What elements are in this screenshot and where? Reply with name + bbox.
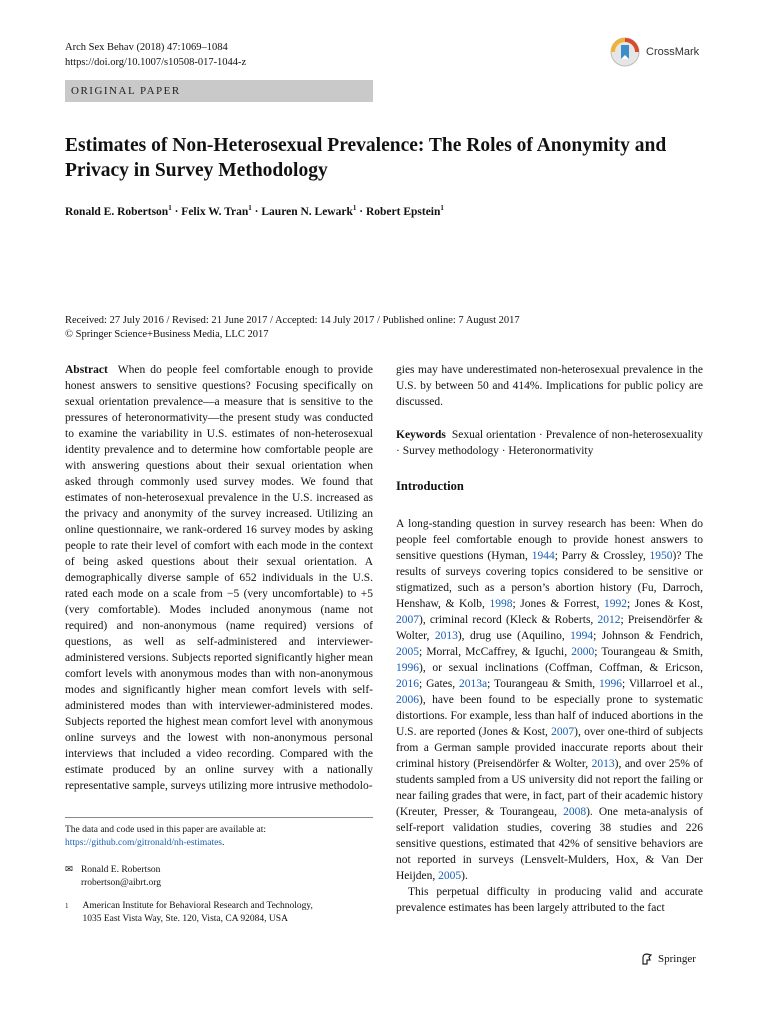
- intro-text-segment: ).: [461, 870, 468, 882]
- crossmark-icon: [610, 36, 640, 68]
- intro-text-segment: ; Tourangeau & Smith,: [594, 646, 704, 658]
- citation-year-link[interactable]: 2006: [396, 694, 419, 706]
- article-type-badge: ORIGINAL PAPER: [65, 80, 373, 102]
- citation-year-link[interactable]: 2013: [591, 758, 615, 770]
- citation-year-link[interactable]: 1992: [603, 598, 627, 610]
- author-separator: ·: [356, 205, 366, 218]
- corresponding-author: Ronald E. Robertson: [80, 865, 161, 875]
- intro-text-segment: ; Jones & Kost,: [626, 598, 703, 610]
- intro-text-segment: ; Gates,: [419, 678, 460, 690]
- footnote-text: The data and code used in this paper are available at:: [65, 825, 266, 835]
- affiliation-number: 1: [65, 902, 69, 910]
- data-availability-note: [65, 824, 373, 850]
- abstract-paragraph: [65, 362, 373, 794]
- author-name[interactable]: Lauren N. Lewark: [261, 205, 353, 218]
- intro-text-segment: ). One meta-analysis of self-report validation studies, covering 38 studies and 226 sensitive questions, estimated that 42% of sensitive behaviors are not reported in surveys (Lensvelt-Mulders, Hox, & Van Der Heijden,: [396, 806, 704, 882]
- citation-year-link[interactable]: 1996: [396, 662, 419, 674]
- citation-year-link[interactable]: 2007: [396, 614, 419, 626]
- citation-year-link[interactable]: 2008: [563, 806, 587, 818]
- intro-text-segment: ; Tourangeau & Smith,: [487, 678, 600, 690]
- springer-horse-icon: [640, 952, 654, 966]
- keywords-label: Keywords: [396, 429, 446, 441]
- intro-text-segment: ), have been found to be especially prone to systematic distortions. For example, less than half of induced abortions in the U.S. are reported (Jones & Kost,: [396, 694, 703, 738]
- footnote-divider: [65, 817, 373, 818]
- github-link[interactable]: https://github.com/gitronald/nh-estimates: [65, 838, 222, 848]
- keywords-text: Sexual orientation · Prevalence of non-heterosexuality · Survey methodology · Heteronormativity: [396, 429, 704, 457]
- abstract-text: When do people feel comfortable enough to provide honest answers to sensitive questions? Focusing specifically on sexual orientation prevalence—a measure that is sensitive to the pressures of heteronormativity—the present study was conducted to examine the variability in U.S. estimates of non-heterosexual identity prevalence and to determine how comfortable people are with answering questions about their sexual orientation when asked through commonly used survey modes. We found that estimates of non-heterosexual prevalence in the U.S. increased as the privacy and anonymity of the survey increased. Utilizing an online questionnaire, we rank-ordered 16 survey modes by asking people to rate their level of comfort with each mode in the context of being asked questions about their sexual orientation. A demographically diverse sample of 652 individuals in the U.S. rated each mode on a scale from −5 (very uncomfortable) to +5 (very comfortable). Modes included anonymous (name not required) and non-anonymous (name required) versions of questions, as well as self-administered and interviewer-administered versions. Subjects reported significantly higher mean comfort levels with anonymous modes than with non-anonymous modes and significantly higher mean comfort levels with self-administered modes than with interviewer-administered modes. Subjects reported the highest mean comfort level with anonymous online surveys and the lowest with non-anonymous personal interviews that included a video recording. Compared with the estimate produced by an online survey with a nationally representative sample, surveys utilizing more intrusive methodolo-: [65, 364, 373, 792]
- abstract-label: Abstract: [65, 364, 108, 376]
- abstract-continuation: gies may have underestimated non-heterosexual prevalence in the U.S. by between 50 and 414%. Implications for public policy are discussed.: [396, 364, 703, 408]
- envelope-icon: ✉: [65, 865, 73, 875]
- citation-year-link[interactable]: 1994: [570, 630, 594, 642]
- intro-text-segment: A long-standing question in survey research has been: When do people feel comfortable enough to provide honest answers to sensitive questions (Hyman,: [396, 518, 703, 562]
- citation-year-link[interactable]: 1944: [531, 550, 555, 562]
- intro-text-segment: ), over one-third of subjects from a German sample provided inaccurate reports about their criminal history (Preisendörfer & Wolter,: [396, 726, 703, 770]
- introduction-paragraph-2: This perpetual difficulty in producing valid and accurate prevalence estimates has been largely attributed to the fact: [396, 886, 703, 914]
- citation-year-link[interactable]: 2013a: [459, 678, 488, 690]
- date-history: Received: 27 July 2016 / Revised: 21 June 2017 / Accepted: 14 July 2017 / Published online: 7 August 2017: [65, 315, 520, 326]
- citation-year-link[interactable]: 2013: [434, 630, 458, 642]
- citation-year-link[interactable]: 2005: [438, 870, 462, 882]
- intro-text-segment: ; Parry & Crossley,: [554, 550, 650, 562]
- publisher-name: Springer: [658, 953, 696, 965]
- author-name[interactable]: Felix W. Tran: [181, 205, 249, 218]
- article-history: [65, 314, 520, 342]
- copyright-line: © Springer Science+Business Media, LLC 2017: [65, 329, 269, 340]
- citation-year-link[interactable]: 2005: [396, 646, 419, 658]
- affiliation-line-2: 1035 East Vista Way, Ste. 120, Vista, CA 92084, USA: [82, 914, 288, 924]
- introduction-heading: Introduction: [396, 479, 464, 493]
- intro-text-segment: )? The results of surveys covering topics considered to be sensitive or stigmatized, such as a person’s abortion history (Fu, Darroch, Henshaw, & Kolb,: [396, 550, 703, 610]
- citation-year-link[interactable]: 2016: [396, 678, 419, 690]
- springer-footer: [640, 952, 696, 966]
- citation-year-link[interactable]: 1996: [599, 678, 623, 690]
- author-name[interactable]: Robert Epstein: [365, 205, 441, 218]
- right-column: [396, 362, 703, 916]
- author-affiliation-mark: 1: [168, 204, 172, 212]
- intro-text-segment: ), and over 25% of students sampled from a US university did not report the failing or near failing grades that were, in fact, part of their academic history (Kreuter, Presser, & Tourangeau,: [396, 758, 703, 818]
- crossmark-badge[interactable]: [610, 36, 699, 68]
- intro-text-segment: ), or sexual inclinations (Coffman, Coffman, & Ericson,: [419, 662, 703, 674]
- affiliation: [65, 900, 373, 926]
- introduction-paragraph-1: [396, 516, 703, 884]
- intro-text-segment: ; Johnson & Fendrich,: [593, 630, 703, 642]
- citation-year-link[interactable]: 2012: [597, 614, 621, 626]
- author-list: [65, 204, 444, 218]
- citation-year-link[interactable]: 1998: [489, 598, 513, 610]
- author-separator: ·: [251, 205, 262, 218]
- article-title: Estimates of Non-Heterosexual Prevalence: The Roles of Anonymity and Privacy in Survey Methodology: [65, 135, 667, 181]
- author-affiliation-mark: 1: [352, 204, 357, 212]
- citation-year-link[interactable]: 1950: [649, 550, 673, 562]
- citation-year-link[interactable]: 2000: [571, 646, 595, 658]
- author-name[interactable]: Ronald E. Robertson: [65, 205, 169, 218]
- author-email[interactable]: rrobertson@aibrt.org: [80, 878, 162, 888]
- footnote-end: .: [222, 838, 225, 848]
- author-affiliation-mark: 1: [440, 204, 444, 212]
- intro-text-segment: ; Preisendörfer & Wolter,: [396, 614, 703, 642]
- intro-text-segment: ), criminal record (Kleck & Roberts,: [419, 614, 598, 626]
- intro-text-segment: ; Jones & Forrest,: [512, 598, 604, 610]
- left-column: [65, 362, 373, 794]
- crossmark-label: CrossMark: [646, 46, 700, 58]
- intro-text-segment: ), drug use (Aquilino,: [457, 630, 571, 642]
- author-separator: ·: [171, 205, 182, 218]
- keywords-paragraph: [396, 427, 703, 459]
- journal-header: [65, 40, 246, 70]
- intro-text-segment: ; Morral, McCaffrey, & Iguchi,: [419, 646, 572, 658]
- correspondence: [65, 864, 373, 890]
- affiliation-line-1: American Institute for Behavioral Research and Technology,: [82, 901, 313, 911]
- intro-text-segment: ; Villarroel et al.,: [622, 678, 703, 690]
- citation-year-link[interactable]: 2007: [551, 726, 575, 738]
- author-affiliation-mark: 1: [248, 204, 252, 212]
- doi-link[interactable]: https://doi.org/10.1007/s10508-017-1044-z: [65, 57, 247, 68]
- journal-citation: Arch Sex Behav (2018) 47:1069–1084: [65, 42, 228, 53]
